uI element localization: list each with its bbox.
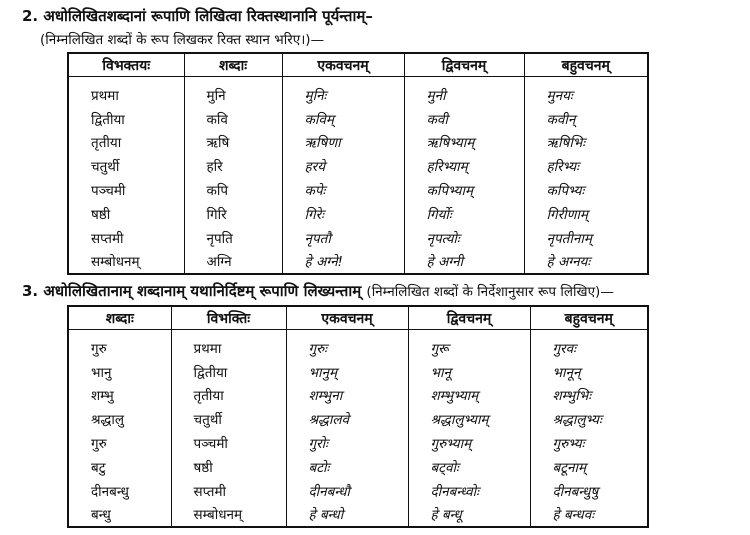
question-3-title: [22, 281, 614, 301]
table-cell: गुरुभ्याम्: [408, 431, 530, 455]
table-row: [68, 330, 648, 360]
column-header: विभक्तयः: [68, 53, 184, 77]
table-cell: कपेः: [282, 178, 404, 202]
table-cell: शम्भुना: [286, 384, 408, 408]
table-cell: हे बन्धो: [286, 503, 408, 528]
table-row: [68, 77, 648, 107]
table-cell: श्रद्धालुभ्याम्: [408, 407, 530, 431]
table-cell: गिरीणाम्: [524, 202, 648, 226]
table-cell: कवीन्: [524, 107, 648, 131]
table-row: [68, 154, 648, 178]
column-header: बहुवचनम्: [524, 53, 648, 77]
table-cell: गुरुः: [286, 330, 408, 360]
table-cell: हरिभ्यः: [524, 154, 648, 178]
table-cell: नृपतीनाम्: [524, 226, 648, 250]
table-cell: षष्ठी: [68, 202, 184, 226]
column-header: एकवचनम्: [282, 53, 404, 77]
table-row: [68, 455, 648, 479]
table-cell: बट्वोः: [408, 455, 530, 479]
table-cell: कपि: [184, 178, 282, 202]
table-cell: मुनिः: [282, 77, 404, 107]
table-cell: दीनबन्धौ: [286, 479, 408, 503]
table-cell: गुरू: [408, 330, 530, 360]
table-cell: कवि: [184, 107, 282, 131]
table-cell: गुरवः: [530, 330, 648, 360]
table-row: [68, 431, 648, 455]
column-header: विभक्तिः: [171, 306, 286, 330]
column-header: शब्दाः: [184, 53, 282, 77]
table-cell: बटु: [68, 455, 171, 479]
table-row: [68, 250, 648, 275]
table-cell: शम्भु: [68, 384, 171, 408]
table-cell: दीनबन्धुषु: [530, 479, 648, 503]
table-cell: हे अग्नी: [404, 250, 524, 275]
table-cell: गिर्योः: [404, 202, 524, 226]
table-cell: हे बन्धू: [408, 503, 530, 528]
table-cell: नृपति: [184, 226, 282, 250]
table-cell: पञ्चमी: [171, 431, 286, 455]
table-cell: गुरुभ्यः: [530, 431, 648, 455]
column-header: एकवचनम्: [286, 306, 408, 330]
question-3-title-text: 3. अधोलिखितानाम् शब्दानाम् यथानिर्दिष्टम् रूपाणि लिख्यन्ताम्: [22, 282, 362, 300]
declension-table-1: [67, 52, 649, 275]
table-cell: श्रद्धालु: [68, 407, 171, 431]
table-cell: कपिभ्यः: [524, 178, 648, 202]
table-cell: मुनयः: [524, 77, 648, 107]
table-header-row: [68, 306, 648, 330]
table-cell: ऋषिणा: [282, 131, 404, 155]
table-cell: भानु: [68, 360, 171, 384]
table-cell: पञ्चमी: [68, 178, 184, 202]
table-cell: चतुर्थी: [68, 154, 184, 178]
table-cell: सम्बोधनम्: [171, 503, 286, 528]
table-cell: मुनी: [404, 77, 524, 107]
table-row: [68, 503, 648, 528]
table-cell: ऋषिभ्याम्: [404, 131, 524, 155]
table-cell: द्वितीया: [171, 360, 286, 384]
table-cell: भानुम्: [286, 360, 408, 384]
table-cell: गुरु: [68, 330, 171, 360]
table-row: [68, 226, 648, 250]
table-cell: तृतीया: [171, 384, 286, 408]
table-row: [68, 131, 648, 155]
table-cell: षष्ठी: [171, 455, 286, 479]
table-cell: बन्धु: [68, 503, 171, 528]
table-cell: हरिभ्याम्: [404, 154, 524, 178]
table-cell: सम्बोधनम्: [68, 250, 184, 275]
column-header: बहुवचनम्: [530, 306, 648, 330]
table-cell: नृपत्योः: [404, 226, 524, 250]
table-cell: चतुर्थी: [171, 407, 286, 431]
table-cell: हे अग्ने!: [282, 250, 404, 275]
question-2-subtitle: (निम्नलिखित शब्दों के रूप लिखकर रिक्त स्थान भरिए।)—: [40, 32, 325, 48]
table-cell: बटूनाम्: [530, 455, 648, 479]
table-cell: बटोः: [286, 455, 408, 479]
table-cell: हरये: [282, 154, 404, 178]
table-row: [68, 202, 648, 226]
table-cell: कपिभ्याम्: [404, 178, 524, 202]
table-cell: गुरोः: [286, 431, 408, 455]
table-cell: गुरु: [68, 431, 171, 455]
column-header: शब्दाः: [68, 306, 171, 330]
table-cell: हे बन्धवः: [530, 503, 648, 528]
table-cell: नृपतौ: [282, 226, 404, 250]
table-cell: हे अग्नयः: [524, 250, 648, 275]
table-row: [68, 178, 648, 202]
table-cell: हरि: [184, 154, 282, 178]
table-row: [68, 479, 648, 503]
table-cell: भानू: [408, 360, 530, 384]
table-row: [68, 360, 648, 384]
table-cell: गिरेः: [282, 202, 404, 226]
table-cell: श्रद्धालवे: [286, 407, 408, 431]
table-cell: कवी: [404, 107, 524, 131]
table-cell: अग्नि: [184, 250, 282, 275]
table-cell: गिरि: [184, 202, 282, 226]
table-row: [68, 107, 648, 131]
table-cell: सप्तमी: [171, 479, 286, 503]
table-row: [68, 384, 648, 408]
table-header-row: [68, 53, 648, 77]
question-2-title: 2. अधोलिखितशब्दानां रूपाणि लिखित्वा रिक्तस्थानानि पूर्यन्ताम्–: [22, 7, 373, 25]
table-cell: सप्तमी: [68, 226, 184, 250]
column-header: द्विवचनम्: [404, 53, 524, 77]
table-cell: द्वितीया: [68, 107, 184, 131]
table-cell: ऋषि: [184, 131, 282, 155]
question-3-subtitle: (निम्नलिखित शब्दों के निर्देशानुसार रूप लिखिए)—: [366, 284, 614, 300]
table-cell: दीनबन्धु: [68, 479, 171, 503]
declension-table-2: [67, 305, 649, 528]
table-cell: मुनि: [184, 77, 282, 107]
table-cell: प्रथमा: [68, 77, 184, 107]
column-header: द्विवचनम्: [408, 306, 530, 330]
table-cell: प्रथमा: [171, 330, 286, 360]
table-cell: तृतीया: [68, 131, 184, 155]
table-cell: शम्भुभिः: [530, 384, 648, 408]
table-cell: भानून्: [530, 360, 648, 384]
table-cell: कविम्: [282, 107, 404, 131]
table-row: [68, 407, 648, 431]
table-cell: दीनबन्ध्वोः: [408, 479, 530, 503]
table-cell: शम्भुभ्याम्: [408, 384, 530, 408]
table-cell: श्रद्धालुभ्यः: [530, 407, 648, 431]
table-cell: ऋषिभिः: [524, 131, 648, 155]
